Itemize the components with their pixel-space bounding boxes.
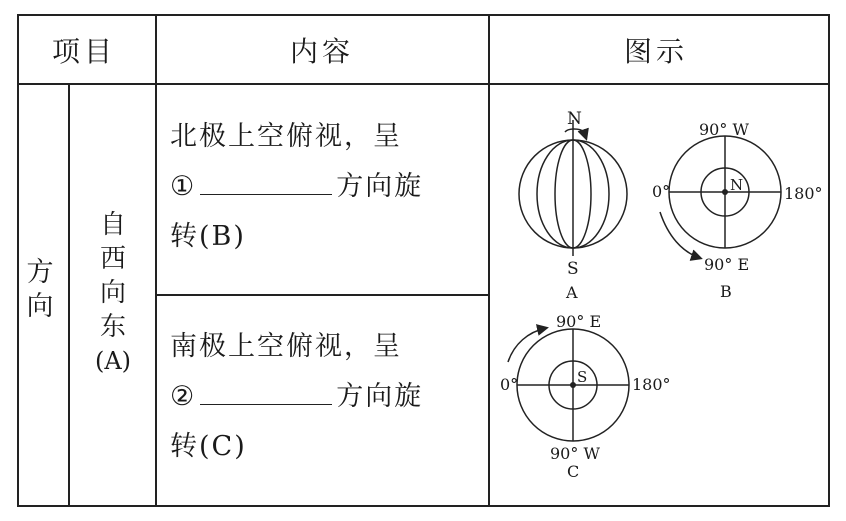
- north-blank-mark: ①: [170, 171, 197, 202]
- header-content: 内容: [290, 35, 355, 68]
- north-after-blank: 方向旋: [336, 171, 424, 202]
- south-line1: 南极上空俯视，呈: [170, 331, 402, 362]
- polar-c-bottom: 90° W: [550, 444, 600, 463]
- polar-b-bottom: 90° E: [704, 255, 750, 274]
- polar-b-caption: B: [720, 282, 732, 301]
- polar-b-left: 0°: [652, 182, 671, 201]
- polar-figure-b: [660, 136, 781, 258]
- polar-c-right: 180°: [632, 375, 671, 394]
- south-blank-mark: ②: [170, 381, 197, 412]
- north-line1: 北极上空俯视，呈: [170, 121, 402, 152]
- south-line3: 转(C): [170, 431, 247, 462]
- sub-label-line1: 自西: [99, 210, 126, 274]
- sub-label-line2: 向东: [99, 278, 126, 342]
- polar-c-top: 90° E: [556, 312, 602, 331]
- polar-b-top: 90° W: [699, 120, 749, 139]
- polar-c-left: 0°: [500, 375, 519, 394]
- polar-b-center: N: [730, 176, 744, 194]
- north-line3: 转(B): [170, 221, 246, 252]
- globe-north-label: N: [567, 109, 582, 129]
- globe-figure-a: [519, 120, 627, 256]
- header-diagram: 图示: [624, 35, 689, 68]
- polar-b-right: 180°: [784, 184, 823, 203]
- south-after-blank: 方向旋: [336, 381, 424, 412]
- polar-figure-c: [508, 328, 629, 441]
- globe-south-label: S: [567, 259, 579, 279]
- sub-label-line3: (A): [94, 347, 132, 375]
- polar-c-caption: C: [567, 462, 580, 481]
- globe-caption: A: [566, 283, 578, 302]
- header-item: 项目: [52, 35, 117, 68]
- polar-c-center: S: [577, 368, 588, 386]
- row-label-text: 方向: [26, 257, 54, 322]
